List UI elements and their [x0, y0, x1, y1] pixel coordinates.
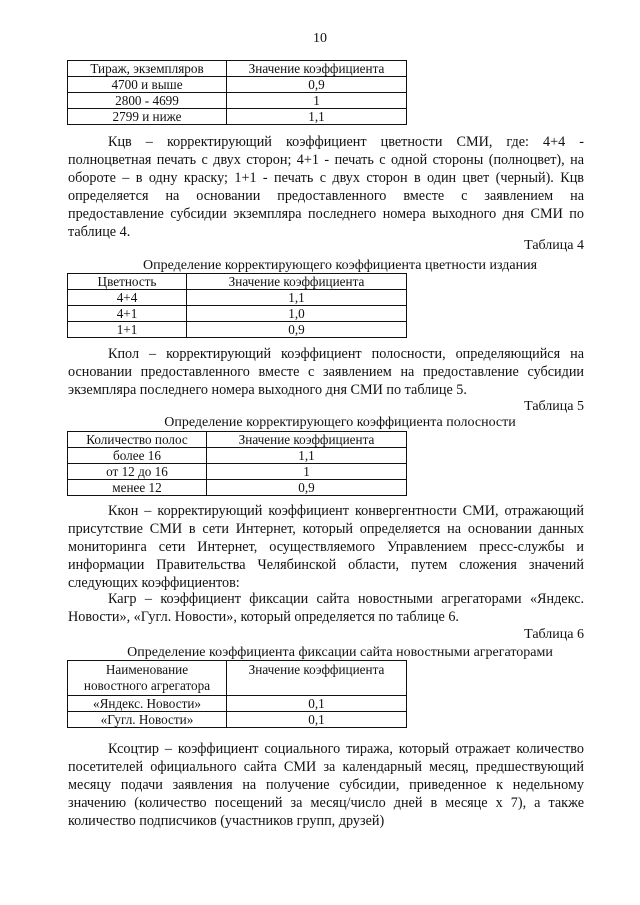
paragraph-kkon: Ккон – корректирующий коэффициент конвергентности СМИ, отражающий присутствие СМИ в сети Интернет, который определяется на основании данных мониторинга сети Интернет, осуществляемого Управлением пресс-службы и информации Правительства Челябинской области, путем сложения значений следующих коэффициентов:	[68, 503, 584, 591]
table-cell: 0,9	[227, 77, 407, 93]
table-cell: от 12 до 16	[68, 464, 207, 480]
paragraph-ksoc: Ксоцтир – коэффициент социального тиража, который отражает количество посетителей официального сайта СМИ за календарный месяц, предшествующий месяцу подачи заявления на получение субсидии, приведенное к недельному значению (количество посещений за месяц/число дней в месяце х 7), а также количество подписчиков (участников групп, друзей)	[68, 741, 584, 829]
table-cell: «Яндекс. Новости»	[68, 696, 227, 712]
table4-label: Таблица 4	[524, 238, 584, 253]
table-header-cell: Значение коэффициента	[227, 661, 407, 696]
table-cell: менее 12	[68, 480, 207, 496]
table-cell: 1+1	[68, 322, 187, 338]
table6-label: Таблица 6	[524, 627, 584, 642]
aggregator-table	[67, 660, 407, 728]
table-row	[68, 480, 407, 496]
table-header-cell: Значение коэффициента	[227, 61, 407, 77]
header-line: Наименование	[105, 662, 189, 677]
table-cell: «Гугл. Новости»	[68, 712, 227, 728]
pages-table	[67, 431, 407, 496]
paragraph-kagr: Кагр – коэффициент фиксации сайта новостными агрегаторами «Яндекс. Новости», «Гугл. Новости», который определяется по таблице 6.	[68, 591, 584, 625]
table-cell: 1,1	[227, 109, 407, 125]
table-row	[68, 109, 407, 125]
table-header-cell: Цветность	[68, 274, 187, 290]
table-row	[68, 306, 407, 322]
table-row	[68, 712, 407, 728]
table-cell: 1,1	[187, 290, 407, 306]
table-header-cell: Количество полос	[68, 432, 207, 448]
table-row	[68, 93, 407, 109]
header-line: новостного агрегатора	[83, 678, 211, 693]
table-header-row	[68, 432, 407, 448]
table-cell: 4+1	[68, 306, 187, 322]
table-header-cell: Значение коэффициента	[187, 274, 407, 290]
table-cell: более 16	[68, 448, 207, 464]
table-header-cell: Значение коэффициента	[207, 432, 407, 448]
table-cell: 0,1	[227, 696, 407, 712]
table-row	[68, 464, 407, 480]
table-cell: 4700 и выше	[68, 77, 227, 93]
table-cell: 0,9	[207, 480, 407, 496]
table-cell: 1	[207, 464, 407, 480]
table-row	[68, 448, 407, 464]
table5-caption: Определение корректирующего коэффициента полосности	[164, 415, 516, 430]
table-cell: 1	[227, 93, 407, 109]
color-table	[67, 273, 407, 338]
table-cell: 0,9	[187, 322, 407, 338]
table-header-cell: Тираж, экземпляров	[68, 61, 227, 77]
table-row	[68, 696, 407, 712]
paragraph-kpol: Кпол – корректирующий коэффициент полосности, определяющийся на основании предоставленного вместе с заявлением на предоставление субсидии экземпляра последнего номера выходного дня СМИ по таблице 5.	[68, 346, 584, 398]
table-header-row	[68, 61, 407, 77]
circulation-table	[67, 60, 407, 125]
table-header-row	[68, 661, 407, 696]
table-row	[68, 322, 407, 338]
table-cell: 4+4	[68, 290, 187, 306]
table-header-cell	[68, 661, 227, 696]
page-number: 10	[313, 31, 327, 46]
table-header-row	[68, 274, 407, 290]
table-row	[68, 290, 407, 306]
table-cell: 1,1	[207, 448, 407, 464]
table-cell: 2799 и ниже	[68, 109, 227, 125]
table-cell: 0,1	[227, 712, 407, 728]
table5-label: Таблица 5	[524, 399, 584, 414]
table4-caption: Определение корректирующего коэффициента цветности издания	[142, 258, 538, 273]
table-cell: 1,0	[187, 306, 407, 322]
table6-caption: Определение коэффициента фиксации сайта новостными агрегаторами	[127, 645, 553, 660]
table-cell: 2800 - 4699	[68, 93, 227, 109]
paragraph-kcv: Кцв – корректирующий коэффициент цветности СМИ, где: 4+4 - полноцветная печать с двух сторон; 4+1 - печать с одной стороны (полноцвет), на обороте – в одну краску; 1+1 - печать с двух сторон в один цвет (черный). Кцв определяется на основании предоставленного вместе с заявлением на предоставление субсидии экземпляра последнего номера выходного дня СМИ по таблице 4.	[68, 134, 584, 240]
table-row	[68, 77, 407, 93]
